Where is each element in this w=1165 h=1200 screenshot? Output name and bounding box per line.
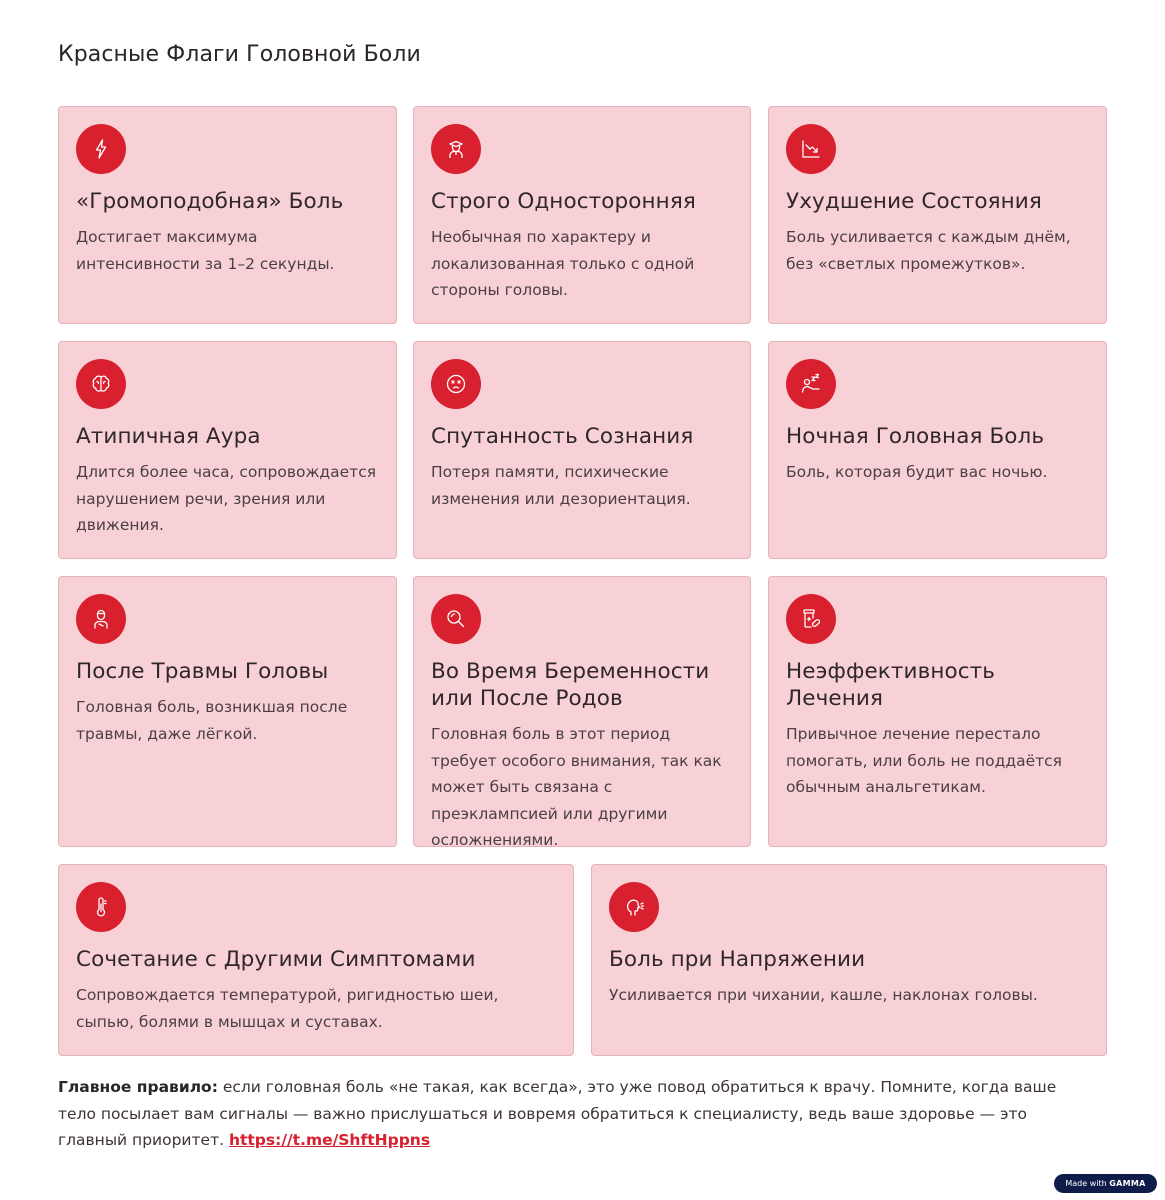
card-pregnancy	[413, 576, 751, 847]
card-confusion	[413, 341, 751, 559]
card-text: Потеря памяти, психические изменения или дезориентация.	[431, 463, 691, 508]
card-text: Сопровождается температурой, ригидностью шеи, сыпью, болями в мышцах и суставах.	[76, 986, 499, 1031]
main-rule-lead: Главное правило:	[58, 1078, 218, 1096]
lightning-icon	[76, 124, 126, 174]
card-title: Ночная Головная Боль	[786, 424, 1045, 449]
card-one-sided	[413, 106, 751, 324]
card-title: «Громоподобная» Боль	[76, 189, 344, 214]
thermometer-icon	[76, 882, 126, 932]
chart-down-icon	[786, 124, 836, 174]
card-text: Боль, которая будит вас ночью.	[786, 463, 1048, 481]
card-head-trauma	[58, 576, 397, 847]
card-title: Ухудшение Состояния	[786, 189, 1042, 214]
dizzy-face-icon	[431, 359, 481, 409]
sleeping-person-icon	[786, 359, 836, 409]
made-with-gamma-badge[interactable]	[1054, 1174, 1157, 1193]
card-text: Головная боль в этот период требует особого внимания, так как может быть связана с преэклампсией или другими осложнениями.	[431, 725, 722, 849]
card-title: Спутанность Сознания	[431, 424, 694, 449]
main-rule-text: если головная боль «не такая, как всегда», это уже повод обратиться к врачу. Помните, когда ваше тело посылает вам сигналы — важно прислушаться и вовремя обратиться к специалисту, ведь ваше здоровье — это главный приоритет.	[58, 1078, 1057, 1149]
card-title: Боль при Напряжении	[609, 947, 866, 972]
medication-icon	[786, 594, 836, 644]
sneeze-head-icon	[609, 882, 659, 932]
card-ineffective-treatment	[768, 576, 1107, 847]
card-exertion-pain	[591, 864, 1107, 1056]
card-text: Привычное лечение перестало помогать, или боль не поддаётся обычным анальгетикам.	[786, 725, 1063, 796]
card-title: После Травмы Головы	[76, 659, 329, 684]
user-graduate-icon	[431, 124, 481, 174]
card-thunderclap	[58, 106, 397, 324]
brain-icon	[76, 359, 126, 409]
badge-prefix: Made with	[1065, 1179, 1107, 1188]
card-atypical-aura	[58, 341, 397, 559]
injured-person-icon	[76, 594, 126, 644]
telegram-link[interactable]: https://t.me/ShftHppns	[228, 1131, 431, 1149]
card-title: Атипичная Аура	[76, 424, 261, 449]
card-text: Боль усиливается с каждым днём, без «светлых промежутков».	[786, 228, 1071, 273]
card-night-headache	[768, 341, 1107, 559]
search-magnifier-icon	[431, 594, 481, 644]
card-title: Строго Односторонняя	[431, 189, 696, 214]
card-text: Головная боль, возникшая после травмы, даже лёгкой.	[76, 698, 348, 743]
card-text: Усиливается при чихании, кашле, наклонах головы.	[609, 986, 1038, 1004]
card-title: Во Время Беременности или После Родов	[431, 659, 710, 711]
card-text: Длится более часа, сопровождается нарушением речи, зрения или движения.	[76, 463, 377, 534]
card-title: Неэффективность Лечения	[786, 659, 996, 711]
page-title: Красные Флаги Головной Боли	[58, 42, 421, 67]
badge-brand: GAMMA	[1109, 1179, 1146, 1188]
card-worsening	[768, 106, 1107, 324]
card-title: Сочетание с Другими Симптомами	[76, 947, 476, 972]
card-text: Достигает максимума интенсивности за 1–2 секунды.	[76, 228, 335, 273]
card-text: Необычная по характеру и локализованная только с одной стороны головы.	[431, 228, 695, 299]
card-other-symptoms	[58, 864, 574, 1056]
main-rule-note	[58, 1074, 1058, 1154]
